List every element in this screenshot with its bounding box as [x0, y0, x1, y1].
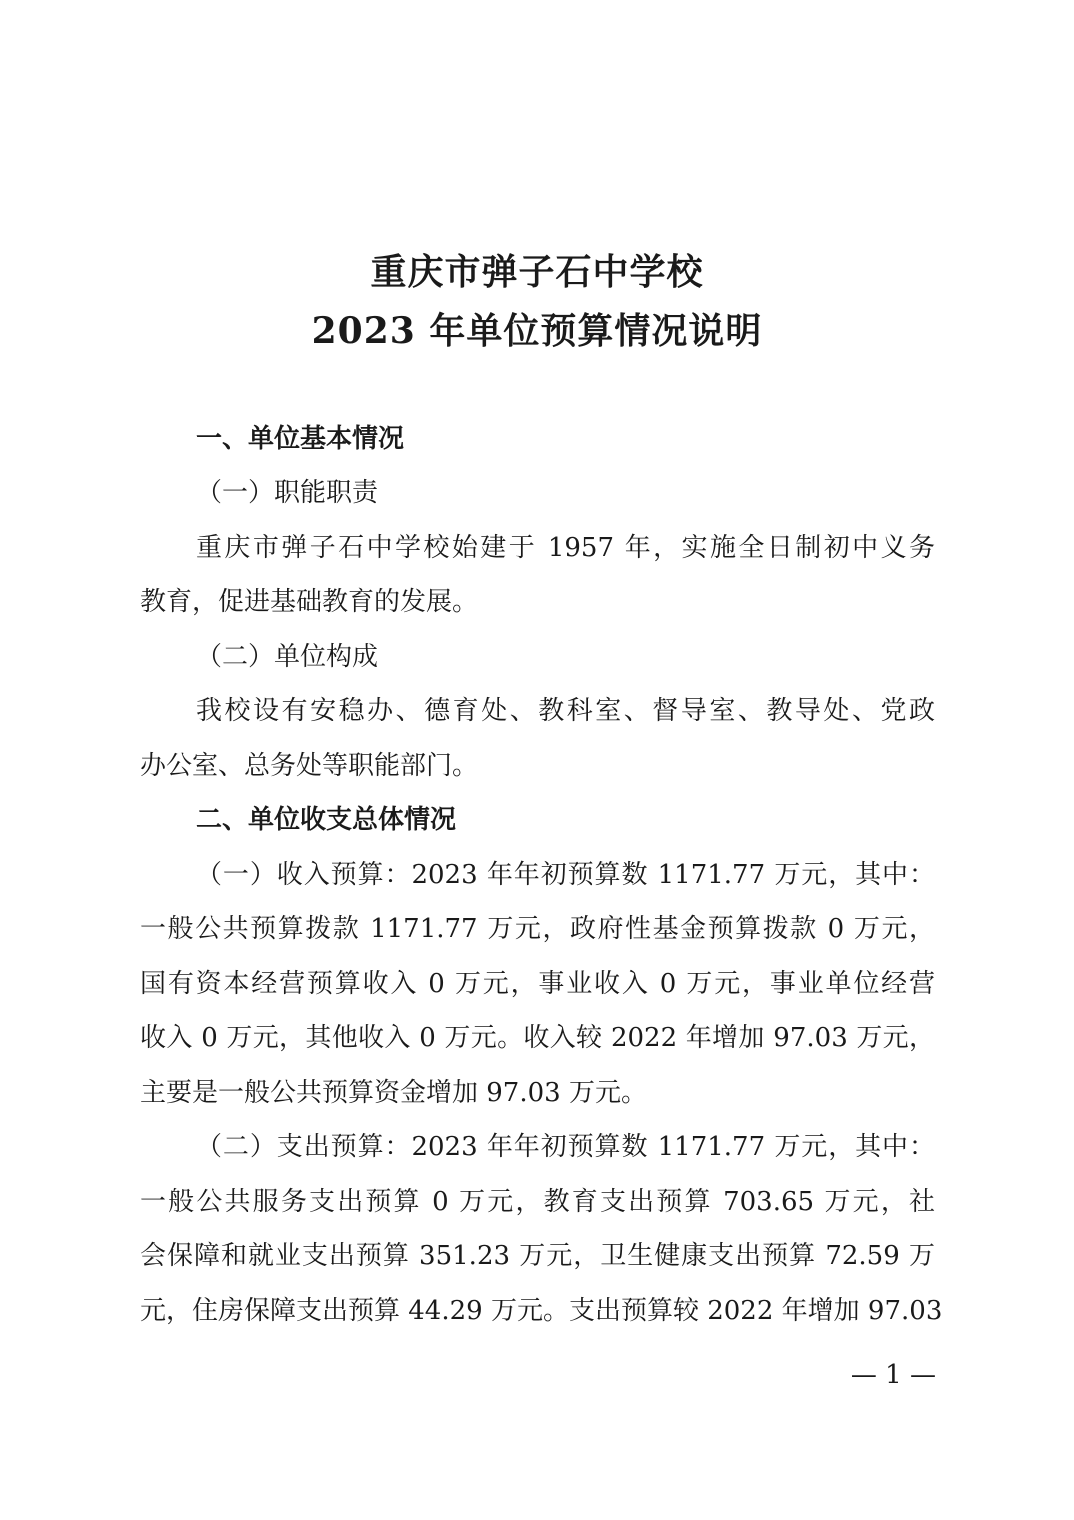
- paragraph-line: 一般公共预算拨款 1171.77 万元，政府性基金预算拨款 0 万元，: [140, 914, 935, 944]
- paragraph-line: （二）支出预算：2023 年年初预算数 1171.77 万元，其中：: [196, 1132, 935, 1162]
- paragraph-line: （一）收入预算：2023 年年初预算数 1171.77 万元，其中：: [196, 860, 935, 890]
- page-number: — 1 —: [850, 1360, 936, 1390]
- subsection-heading-composition: （二）单位构成: [196, 642, 379, 672]
- paragraph-line: 会保障和就业支出预算 351.23 万元，卫生健康支出预算 72.59 万: [140, 1241, 935, 1271]
- document-title-line-2: 2023 年单位预算情况说明: [311, 310, 763, 352]
- document-title-line-1: 重庆市弹子石中学校: [370, 251, 704, 293]
- section-heading-basic-info: 一、单位基本情况: [196, 424, 405, 454]
- paragraph-line: 重庆市弹子石中学校始建于 1957 年，实施全日制初中义务: [196, 533, 935, 563]
- paragraph-line: 收入 0 万元，其他收入 0 万元。收入较 2022 年增加 97.03 万元，: [140, 1023, 935, 1053]
- paragraph-line: 主要是一般公共预算资金增加 97.03 万元。: [140, 1078, 647, 1108]
- paragraph-line: 教育，促进基础教育的发展。: [140, 587, 479, 617]
- paragraph-line: 办公室、总务处等职能部门。: [140, 751, 479, 781]
- subsection-heading-functions: （一）职能职责: [196, 478, 379, 508]
- paragraph-line: 一般公共服务支出预算 0 万元，教育支出预算 703.65 万元，社: [140, 1187, 935, 1217]
- paragraph-line: 国有资本经营预算收入 0 万元，事业收入 0 万元，事业单位经营: [140, 969, 935, 999]
- paragraph-line: 我校设有安稳办、德育处、教科室、督导室、教导处、党政: [196, 696, 935, 726]
- paragraph-line: 元，住房保障支出预算 44.29 万元。支出预算较 2022 年增加 97.03: [140, 1296, 943, 1326]
- section-heading-budget-overview: 二、单位收支总体情况: [196, 805, 457, 835]
